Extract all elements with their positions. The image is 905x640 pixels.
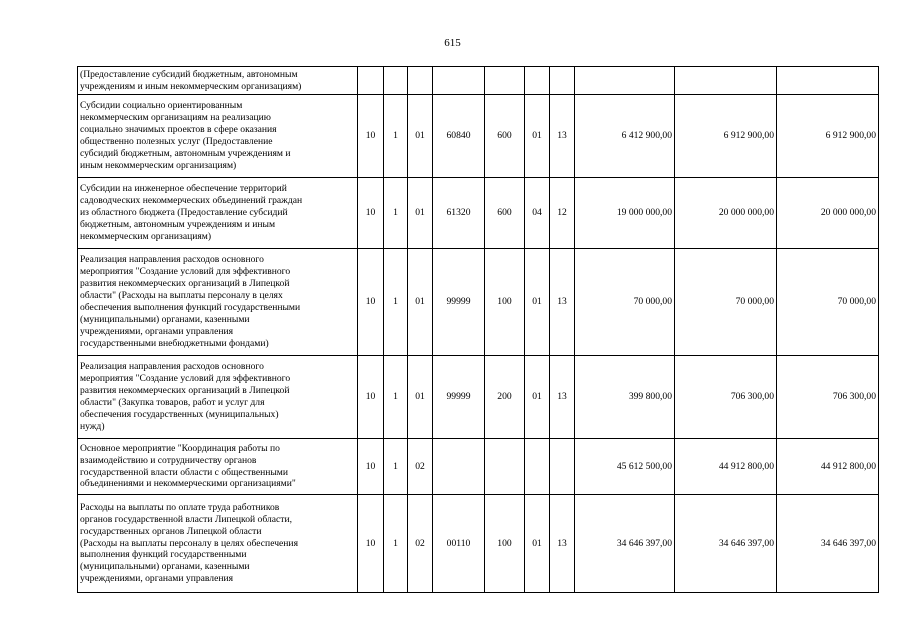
gp-code-cell: 10: [358, 439, 384, 495]
amount-year2-cell: 44 912 800,00: [675, 439, 777, 495]
om-code-cell: 01: [408, 356, 433, 439]
expense-type-cell: [485, 439, 525, 495]
amount-year3-cell: 706 300,00: [777, 356, 879, 439]
row-description: Субсидии социально ориентированным некоммерческим организациям на реализацию социально значимых проектов в сфере оказания общественно полезных услуг (Предоставление субсидий бюджетным, автономным учреждениям и иным некоммерческим организациям): [78, 95, 358, 178]
om-code-cell: 02: [408, 439, 433, 495]
row-description: Основное мероприятие "Координация работы по взаимодействию и сотрудничеству органов государственной власти области с общественными объединениями и некоммерческими организациями": [78, 439, 358, 495]
amount-year3-cell: 34 646 397,00: [777, 495, 879, 593]
amount-year1-cell: 45 612 500,00: [575, 439, 675, 495]
amount-year3-cell: 6 912 900,00: [777, 95, 879, 178]
direction-code-cell: 99999: [433, 356, 485, 439]
section-cell: 01: [525, 249, 550, 356]
direction-code-cell: 99999: [433, 249, 485, 356]
amount-year1-cell: 6 412 900,00: [575, 95, 675, 178]
om-code-cell: 02: [408, 495, 433, 593]
expense-type-cell: 600: [485, 95, 525, 178]
om-code-cell: 01: [408, 249, 433, 356]
table-row: [78, 178, 879, 249]
direction-code-cell: [433, 439, 485, 495]
section-cell: 01: [525, 495, 550, 593]
gp-code-cell: 10: [358, 495, 384, 593]
budget-table: [77, 66, 879, 593]
amount-year2-cell: 6 912 900,00: [675, 95, 777, 178]
expense-type-cell: [485, 67, 525, 95]
expense-type-cell: 200: [485, 356, 525, 439]
section-cell: [525, 67, 550, 95]
row-description: Реализация направления расходов основного мероприятия "Создание условий для эффективного развития некоммерческих организаций в Липецкой области" (Закупка товаров, работ и услуг для обеспечения государственных (муниципальных) нужд): [78, 356, 358, 439]
amount-year1-cell: 19 000 000,00: [575, 178, 675, 249]
row-description: Субсидии на инженерное обеспечение территорий садоводческих некоммерческих объединений граждан из областного бюджета (Предоставление субсидий бюджетным, автономным учреждениям и иным некоммерческим организациям): [78, 178, 358, 249]
expense-type-cell: 100: [485, 495, 525, 593]
amount-year3-cell: 44 912 800,00: [777, 439, 879, 495]
table-row: [78, 356, 879, 439]
amount-year2-cell: 70 000,00: [675, 249, 777, 356]
direction-code-cell: 60840: [433, 95, 485, 178]
page-number: 615: [444, 37, 461, 49]
pp-code-cell: 1: [384, 495, 408, 593]
row-description: Реализация направления расходов основного мероприятия "Создание условий для эффективного развития некоммерческих организаций в Липецкой области" (Расходы на выплаты персоналу в целях обеспечения выполнения функций государственными (муниципальными) органами, казенными учреждениями, органами управления государственными внебюджетными фондами): [78, 249, 358, 356]
pp-code-cell: 1: [384, 249, 408, 356]
amount-year1-cell: 70 000,00: [575, 249, 675, 356]
section-cell: 01: [525, 356, 550, 439]
direction-code-cell: [433, 67, 485, 95]
pp-code-cell: 1: [384, 356, 408, 439]
row-description: (Предоставление субсидий бюджетным, автономным учреждениям и иным некоммерческим организациям): [78, 67, 358, 95]
table-row: [78, 495, 879, 593]
pp-code-cell: 1: [384, 95, 408, 178]
gp-code-cell: 10: [358, 95, 384, 178]
pp-code-cell: 1: [384, 439, 408, 495]
expense-type-cell: 100: [485, 249, 525, 356]
gp-code-cell: 10: [358, 178, 384, 249]
subsection-cell: [550, 439, 575, 495]
table-row: [78, 439, 879, 495]
subsection-cell: 13: [550, 356, 575, 439]
amount-year2-cell: 20 000 000,00: [675, 178, 777, 249]
direction-code-cell: 00110: [433, 495, 485, 593]
table-row: [78, 249, 879, 356]
pp-code-cell: [384, 67, 408, 95]
section-cell: [525, 439, 550, 495]
pp-code-cell: 1: [384, 178, 408, 249]
amount-year1-cell: 399 800,00: [575, 356, 675, 439]
expense-type-cell: 600: [485, 178, 525, 249]
direction-code-cell: 61320: [433, 178, 485, 249]
row-description: Расходы на выплаты по оплате труда работников органов государственной власти Липецкой области, государственных органов Липецкой области (Расходы на выплаты персоналу в целях обеспечения выполнения функций государственными (муниципальными) органами, казенными учреждениями, органами управления: [78, 495, 358, 593]
subsection-cell: 12: [550, 178, 575, 249]
amount-year3-cell: [777, 67, 879, 95]
table-row: [78, 67, 879, 95]
amount-year1-cell: [575, 67, 675, 95]
gp-code-cell: 10: [358, 356, 384, 439]
gp-code-cell: [358, 67, 384, 95]
subsection-cell: 13: [550, 95, 575, 178]
amount-year3-cell: 20 000 000,00: [777, 178, 879, 249]
section-cell: 01: [525, 95, 550, 178]
amount-year2-cell: 706 300,00: [675, 356, 777, 439]
gp-code-cell: 10: [358, 249, 384, 356]
subsection-cell: 13: [550, 495, 575, 593]
amount-year2-cell: 34 646 397,00: [675, 495, 777, 593]
om-code-cell: [408, 67, 433, 95]
table-row: [78, 95, 879, 178]
section-cell: 04: [525, 178, 550, 249]
amount-year2-cell: [675, 67, 777, 95]
subsection-cell: [550, 67, 575, 95]
om-code-cell: 01: [408, 95, 433, 178]
subsection-cell: 13: [550, 249, 575, 356]
amount-year3-cell: 70 000,00: [777, 249, 879, 356]
om-code-cell: 01: [408, 178, 433, 249]
amount-year1-cell: 34 646 397,00: [575, 495, 675, 593]
